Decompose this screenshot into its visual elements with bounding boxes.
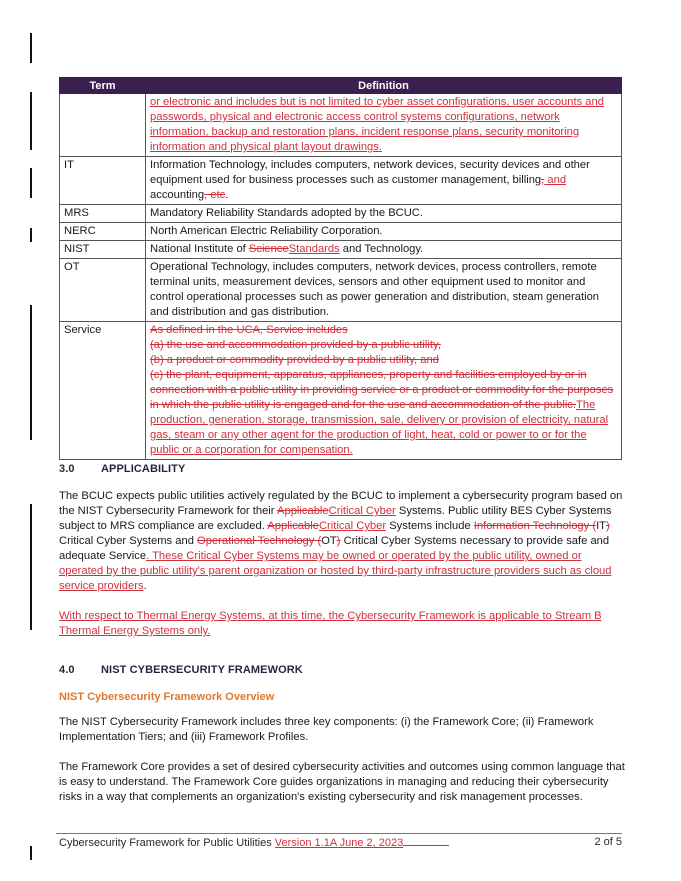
framework-overview-subheading: NIST Cybersecurity Framework Overview bbox=[59, 691, 275, 703]
deleted-text: Science bbox=[248, 243, 289, 255]
text-run: and Technology. bbox=[339, 243, 424, 255]
text-run: Operational Technology, includes computers, network devices, process controllers, remote terminal units, measurement devices, sensors and other equipment used to monitor and control operational processes such as power generation and distribution, steam generation and distribution and gas distribution. bbox=[150, 261, 600, 318]
deleted-text: Applicable bbox=[277, 505, 329, 517]
deleted-text: Information Technology ( bbox=[473, 520, 597, 532]
revision-change-bar bbox=[30, 504, 32, 630]
table-row bbox=[60, 241, 622, 259]
inserted-text: The production, generation, storage, transmission, sale, delivery or provision of electricity, natural gas, steam or any other agent for the production of light, heat, cold or power to or for the public or a corporation for compensation. bbox=[150, 399, 609, 456]
deleted-text: (b) a product or commodity provided by a public utility, and bbox=[150, 354, 439, 366]
header-definition: Definition bbox=[146, 78, 622, 94]
deleted-text: , etc bbox=[204, 189, 226, 201]
definitions-table bbox=[59, 77, 622, 460]
text-run: . bbox=[143, 580, 147, 592]
definition-cell bbox=[146, 223, 622, 241]
inserted-text: . These Critical Cyber Systems may be owned or operated by the public utility, owned or operated by the public utility's parent organization or hosted by third-party infrastructure providers such as cloud service providers bbox=[59, 550, 612, 592]
applicability-paragraph-2 bbox=[59, 609, 627, 639]
deleted-text: ) bbox=[336, 535, 341, 547]
deleted-text: (a) the use and accommodation provided by a public utility, bbox=[150, 339, 441, 351]
section-number: 3.0 bbox=[59, 463, 75, 475]
text-run: OT bbox=[321, 535, 337, 547]
inserted-text: With respect to Thermal Energy Systems, at this time, the Cybersecurity Framework is applicable to Stream B Thermal Energy Systems only. bbox=[59, 610, 602, 637]
revision-change-bar bbox=[30, 846, 32, 860]
term-cell: IT bbox=[60, 157, 146, 205]
inserted-text: or electronic and includes but is not limited to cyber asset configurations, user accounts and passwords, physical and electronic access control systems configurations, network information, backup and restoration plans, incident response plans, security monitoring information and physical plant layout drawings. bbox=[150, 96, 604, 153]
header-term: Term bbox=[60, 78, 146, 94]
table-row bbox=[60, 223, 622, 241]
revision-change-bar bbox=[30, 33, 32, 63]
section-title: NIST CYBERSECURITY FRAMEWORK bbox=[101, 664, 303, 676]
inserted-text: Critical Cyber bbox=[328, 505, 396, 517]
framework-paragraph-1: The NIST Cybersecurity Framework includes three key components: (i) the Framework Core; (ii) Framework Implementation Tiers; and (iii) Framework Profiles. bbox=[59, 716, 594, 743]
inserted-text: Standards bbox=[288, 243, 340, 255]
revision-change-bar bbox=[30, 92, 32, 150]
text-run: North American Electric Reliability Corporation. bbox=[150, 225, 383, 237]
table-row bbox=[60, 205, 622, 223]
footer-title: Cybersecurity Framework for Public Utilities bbox=[59, 837, 275, 849]
text-run: Information Technology, includes computers, network devices, security devices and other equipment used for business processes such as customer management, billing bbox=[150, 159, 590, 186]
deleted-text: Applicable bbox=[267, 520, 319, 532]
term-cell: MRS bbox=[60, 205, 146, 223]
inserted-text: Critical Cyber bbox=[318, 520, 387, 532]
deleted-text: (c) the plant, equipment, apparatus, appliances, property and facilities employed by or in connection with a public utility in providing service or a product or commodity for the purposes in which the public utility is engaged and for the use and accommodation of the public. bbox=[150, 369, 614, 411]
deleted-text: , bbox=[541, 174, 545, 186]
revision-change-bar bbox=[30, 228, 32, 242]
table-row bbox=[60, 322, 622, 460]
table-body bbox=[60, 94, 622, 460]
definition-cell bbox=[146, 94, 622, 157]
text-run: Mandatory Reliability Standards adopted by the BCUC. bbox=[150, 207, 423, 219]
revision-change-bar bbox=[30, 168, 32, 198]
text-run: Critical Cyber Systems and bbox=[59, 535, 198, 547]
term-cell bbox=[60, 94, 146, 157]
applicability-paragraph-1 bbox=[59, 489, 627, 594]
table-row bbox=[60, 259, 622, 322]
page-number: 2 of 5 bbox=[594, 836, 622, 848]
table-header-row bbox=[60, 78, 622, 94]
footer-version-underline bbox=[403, 836, 449, 846]
footer-divider bbox=[56, 833, 622, 834]
term-cell: NERC bbox=[60, 223, 146, 241]
footer-version: Version 1.1A June 2, 2023 bbox=[274, 837, 404, 849]
revision-change-bar bbox=[30, 305, 32, 440]
deleted-text: Operational Technology ( bbox=[197, 535, 322, 547]
definition-cell bbox=[146, 205, 622, 223]
text-run: The BCUC expects public utilities actively regulated by the BCUC to implement a cybersecurity program based on the NIST Cybersecurity Framework for their bbox=[59, 490, 623, 517]
section-title: APPLICABILITY bbox=[101, 463, 186, 475]
text-run: Systems. Public utility BES Cyber Systems subject to MRS compliance are excluded. bbox=[59, 505, 612, 532]
deleted-text: ) bbox=[606, 520, 610, 532]
section-4-heading bbox=[59, 664, 303, 676]
framework-paragraph-2: The Framework Core provides a set of desired cybersecurity activities and outcomes using common language that is easy to understand. The Framework Core guides organizations in managing and reducing their cybersecurity risks in a way that complements an organization's existing cybersecurity and risk management processes. bbox=[59, 761, 625, 803]
table-row bbox=[60, 157, 622, 205]
deleted-text: As defined in the UCA, Service includes bbox=[150, 324, 348, 336]
page-footer bbox=[59, 836, 622, 849]
section-number: 4.0 bbox=[59, 664, 75, 676]
definition-cell bbox=[146, 322, 622, 460]
definition-cell bbox=[146, 157, 622, 205]
definition-cell bbox=[146, 259, 622, 322]
text-run: . bbox=[225, 189, 229, 201]
definitions-table-container bbox=[59, 77, 622, 460]
term-cell: Service bbox=[60, 322, 146, 460]
text-run: Systems include bbox=[386, 520, 474, 532]
term-cell: NIST bbox=[60, 241, 146, 259]
text-run: Critical Cyber Systems necessary to provide safe and adequate Service bbox=[59, 535, 610, 562]
table-row bbox=[60, 94, 622, 157]
text-run: accounting bbox=[150, 189, 205, 201]
term-cell: OT bbox=[60, 259, 146, 322]
text-run: National Institute of bbox=[150, 243, 249, 255]
inserted-text: and bbox=[544, 174, 567, 186]
text-run: IT bbox=[596, 520, 607, 532]
definition-cell bbox=[146, 241, 622, 259]
section-3-heading bbox=[59, 463, 185, 475]
